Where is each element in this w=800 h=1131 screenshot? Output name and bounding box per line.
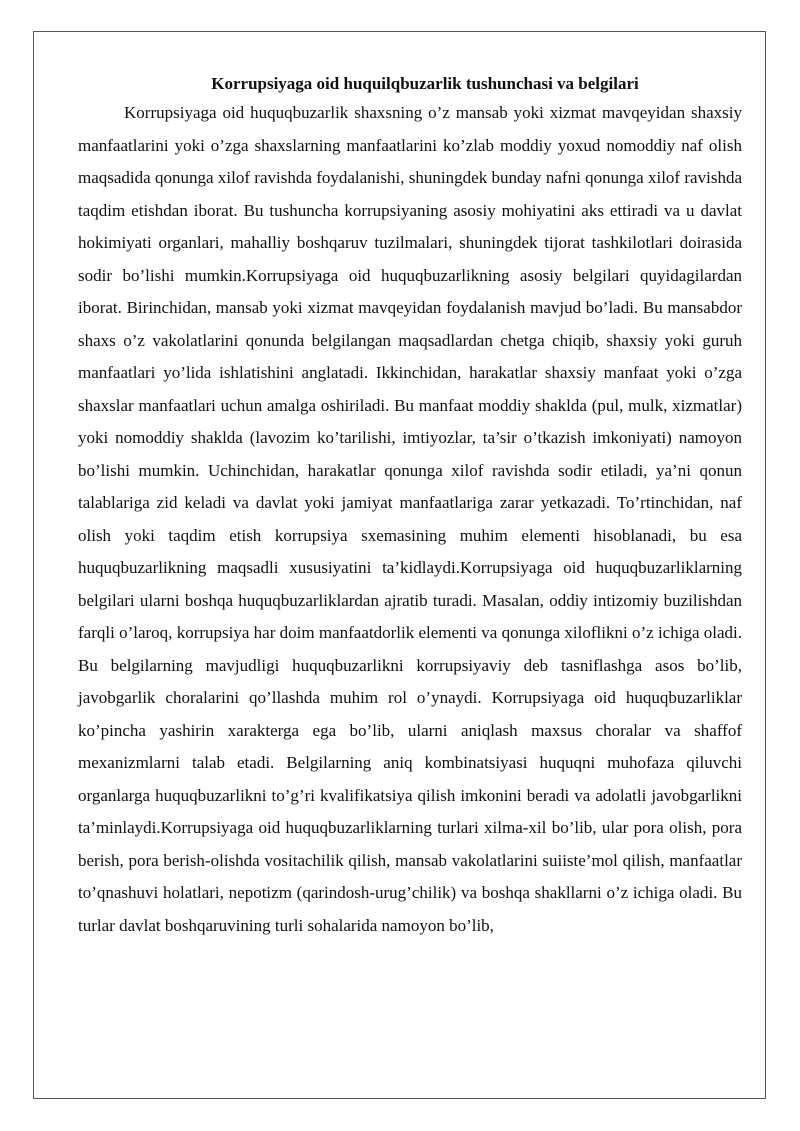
document-content: [78, 72, 742, 942]
document-body-paragraph: Korrupsiyaga oid huquqbuzarlik shaxsning o’z mansab yoki xizmat mavqeyidan shaxsiy manfaatlarini yoki o’zga shaxslarning manfaatlarini ko’zlab moddiy yoxud nomoddiy naf olish maqsadida qonunga xilof ravishda foydalanishi, shuningdek bunday nafni qonunga xilof ravishda taqdim etishdan iborat. Bu tushuncha korrupsiyaning asosiy mohiyatini aks ettiradi va u davlat hokimiyati organlari, mahalliy boshqaruv tuzilmalari, shuningdek tijorat tashkilotlari doirasida sodir bo’lishi mumkin.Korrupsiyaga oid huquqbuzarlikning asosiy belgilari quyidagilardan iborat. Birinchidan, mansab yoki xizmat mavqeyidan foydalanish mavjud bo’ladi. Bu mansabdor shaxs o’z vakolatlarini qonunda belgilangan maqsadlardan chetga chiqib, shaxsiy yoki guruh manfaatlari yo’lida ishlatishini anglatadi. Ikkinchidan, harakatlar shaxsiy manfaat yoki o’zga shaxslar manfaatlari uchun amalga oshiriladi. Bu manfaat moddiy shaklda (pul, mulk, xizmatlar) yoki nomoddiy shaklda (lavozim ko’tarilishi, imtiyozlar, ta’sir o’tkazish imkoniyati) namoyon bo’lishi mumkin. Uchinchidan, harakatlar qonunga xilof ravishda sodir etiladi, ya’ni qonun talablariga zid keladi va davlat yoki jamiyat manfaatlariga zarar yetkazadi. To’rtinchidan, naf olish yoki taqdim etish korrupsiya sxemasining muhim elementi hisoblanadi, bu esa huquqbuzarlikning maqsadli xususiyatini ta’kidlaydi.Korrupsiyaga oid huquqbuzarliklarning belgilari ularni boshqa huquqbuzarliklardan ajratib turadi. Masalan, oddiy intizomiy buzilishdan farqli o’laroq, korrupsiya har doim manfaatdorlik elementi va qonunga xiloflikni o’z ichiga oladi. Bu belgilarning mavjudligi huquqbuzarlikni korrupsiyaviy deb tasniflashga asos bo’lib, javobgarlik choralarini qo’llashda muhim rol o’ynaydi. Korrupsiyaga oid huquqbuzarliklar ko’pincha yashirin xarakterga ega bo’lib, ularni aniqlash maxsus choralar va shaffof mexanizmlarni talab etadi. Belgilarning aniq kombinatsiyasi huquqni muhofaza qiluvchi organlarga huquqbuzarlikni to’g’ri kvalifikatsiya qilish imkonini beradi va adolatli javobgarlikni ta’minlaydi.Korrupsiyaga oid huquqbuzarliklarning turlari xilma-xil bo’lib, ular pora olish, pora berish, pora berish-olishda vositachilik qilish, mansab vakolatlarini suiiste’mol qilish, manfaatlar to’qnashuvi holatlari, nepotizm (qarindosh-urug’chilik) va boshqa shakllarni o’z ichiga oladi. Bu turlar davlat boshqaruvining turli sohalarida namoyon bo’lib,: [78, 103, 742, 935]
document-title: Korrupsiyaga oid huquilqbuzarlik tushunchasi va belgilari: [211, 74, 639, 93]
